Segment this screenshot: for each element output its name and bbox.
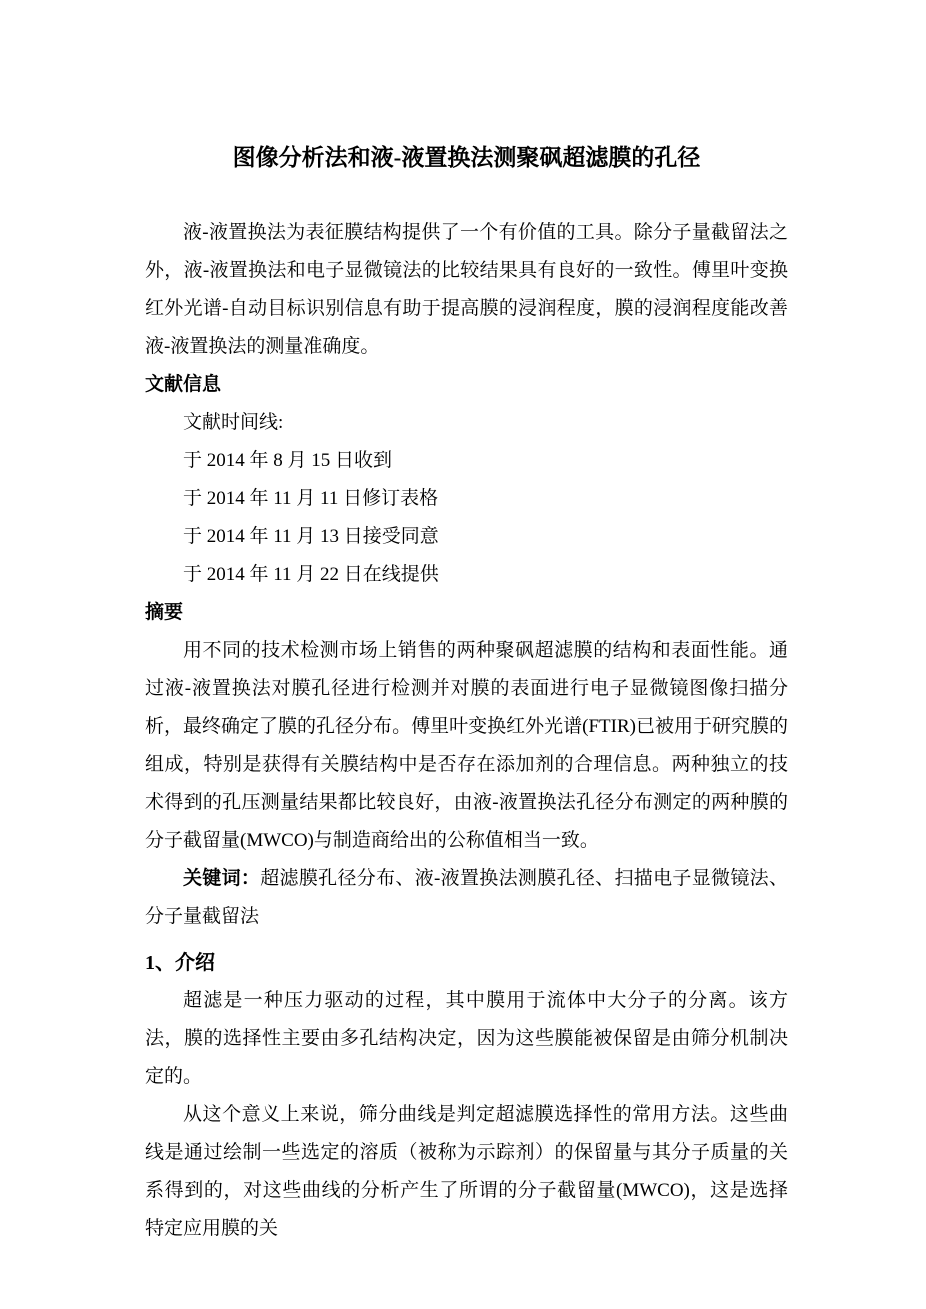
introduction-paragraph-1: 超滤是一种压力驱动的过程，其中膜用于流体中大分子的分离。该方法，膜的选择性主要由多孔结构决定，因为这些膜能被保留是由筛分机制决定的。 <box>145 990 788 1087</box>
timeline-item-received: 于 2014 年 8 月 15 日收到 <box>183 450 393 471</box>
timeline-item-accepted: 于 2014 年 11 月 13 日接受同意 <box>183 526 439 547</box>
timeline-item-revised: 于 2014 年 11 月 11 日修订表格 <box>183 488 439 509</box>
section-heading-abstract: 摘要 <box>145 602 184 623</box>
timeline-item-online: 于 2014 年 11 月 22 日在线提供 <box>183 564 439 585</box>
section-heading-literature-info: 文献信息 <box>145 374 222 395</box>
keywords-label: 关键词： <box>183 868 261 889</box>
timeline-label: 文献时间线: <box>183 412 284 433</box>
keywords-text: 超滤膜孔径分布、液-液置换法测膜孔径、扫描电子显微镜法、分子量截留法 <box>145 868 788 927</box>
document-title: 图像分析法和液-液置换法测聚砜超滤膜的孔径 <box>232 145 701 170</box>
introduction-paragraph-2: 从这个意义上来说，筛分曲线是判定超滤膜选择性的常用方法。这些曲线是通过绘制一些选定的溶质（被称为示踪剂）的保留量与其分子质量的关系得到的，对这些曲线的分析产生了所谓的分子截留量(MWCO)，这是选择特定应用膜的关 <box>145 1104 788 1239</box>
abstract-paragraph: 用不同的技术检测市场上销售的两种聚砜超滤膜的结构和表面性能。通过液-液置换法对膜孔径进行检测并对膜的表面进行电子显微镜图像扫描分析，最终确定了膜的孔径分布。傅里叶变换红外光谱(FTIR)已被用于研究膜的组成，特别是获得有关膜结构中是否存在添加剂的合理信息。两种独立的技术得到的孔压测量结果都比较良好，由液-液置换法孔径分布测定的两种膜的分子截留量(MWCO)与制造商给出的公称值相当一致。 <box>145 640 788 851</box>
section-heading-introduction: 1、介绍 <box>145 952 215 974</box>
keywords-paragraph <box>145 860 788 936</box>
opening-paragraph: 液-液置换法为表征膜结构提供了一个有价值的工具。除分子量截留法之外，液-液置换法和电子显微镜法的比较结果具有良好的一致性。傅里叶变换红外光谱-自动目标识别信息有助于提高膜的浸润程度，膜的浸润程度能改善液-液置换法的测量准确度。 <box>145 222 788 357</box>
